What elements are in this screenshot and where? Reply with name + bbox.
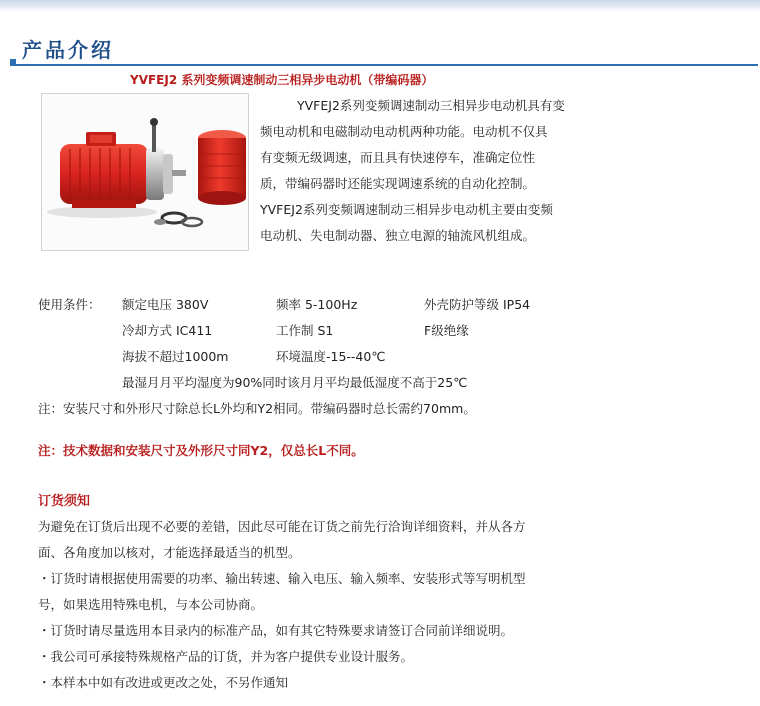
header-underline	[10, 64, 758, 66]
spec-note-row	[38, 396, 758, 422]
order-line: ・本样本中如有改进或更改之处，不另作通知	[38, 675, 289, 690]
product-title: YVFEJ2 系列变频调速制动三相异步电动机（带编码器）	[130, 73, 434, 87]
intro-line: 频电动机和电磁制动电动机两种功能。电动机不仅具	[260, 124, 548, 139]
order-line: ・订货时请尽量选用本目录内的标准产品，如有其它特殊要求请签订合同前详细说明。	[38, 623, 514, 638]
header-gradient	[0, 0, 760, 12]
page-header	[0, 0, 760, 70]
spec-value: F级绝缘	[424, 323, 469, 338]
spec-value: 海拔不超过1000m	[122, 349, 229, 364]
spec-value: 外壳防护等级 IP54	[424, 297, 531, 312]
intro-line: 有变频无级调速，而且具有快速停车，准确定位性	[260, 150, 536, 165]
spec-value: 环境温度-15--40℃	[276, 349, 386, 364]
spec-value: 额定电压 380V	[122, 297, 209, 312]
spec-value: 频率 5-100Hz	[276, 297, 358, 312]
motor-illustration	[42, 94, 248, 250]
spec-row	[38, 370, 758, 396]
spec-value: 最湿月月平均湿度为90%同时该月月平均最低湿度不高于25℃	[122, 375, 468, 390]
spec-row	[38, 344, 758, 370]
intro-line: 质，带编码器时还能实现调速系统的自动化控制。	[260, 176, 536, 191]
spec-section	[38, 292, 758, 422]
spec-row	[38, 292, 758, 318]
order-line: 为避免在订货后出现不必要的差错，因此尽可能在订货之前先行洽询详细资料，并从各方	[38, 519, 526, 534]
spec-value: 冷却方式 IC411	[122, 323, 213, 338]
spec-value: 工作制 S1	[276, 323, 334, 338]
intro-line: YVFEJ2系列变频调速制动三相异步电动机具有变	[297, 98, 565, 113]
intro-line: 电动机、失电制动器、独立电源的轴流风机组成。	[260, 228, 536, 243]
order-line: ・订货时请根据使用需要的功率、输出转速、输入电压、输入频率、安装形式等写明机型	[38, 571, 526, 586]
order-line: 面、各角度加以核对，才能选择最适当的机型。	[38, 545, 301, 560]
spec-label: 使用条件：	[38, 297, 101, 312]
tech-data-note: 注：技术数据和安装尺寸及外形尺寸同Y2，仅总长L不同。	[38, 443, 364, 458]
intro-line: YVFEJ2系列变频调速制动三相异步电动机主要由变频	[260, 202, 553, 217]
spec-note: 注：安装尺寸和外形尺寸除总长L外均和Y2相同。带编码器时总长需约70mm。	[38, 401, 476, 416]
product-photo	[41, 93, 249, 251]
product-intro	[260, 93, 608, 249]
order-notes	[38, 514, 598, 696]
page-title: 产品介绍	[22, 38, 114, 62]
order-line: ・我公司可承接特殊规格产品的订货，并为客户提供专业设计服务。	[38, 649, 414, 664]
spec-row	[38, 318, 758, 344]
order-title: 订货须知	[38, 494, 91, 509]
order-line: 号，如果选用特殊电机，与本公司协商。	[38, 597, 264, 612]
